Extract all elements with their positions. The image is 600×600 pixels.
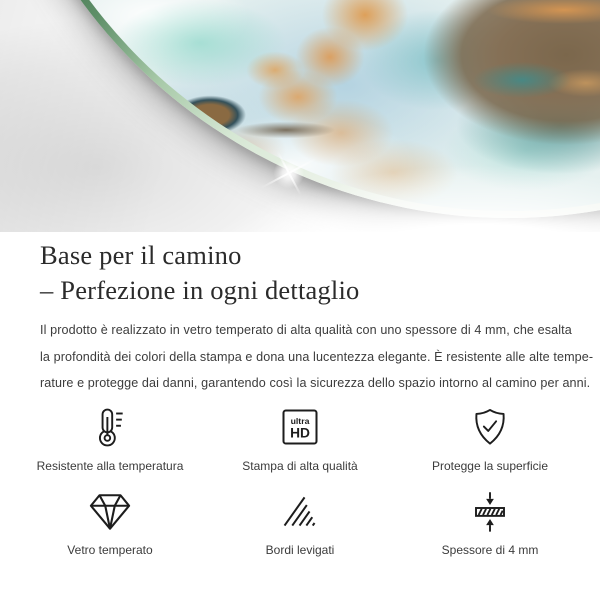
feature-label: Stampa di alta qualità (242, 458, 358, 473)
feature-surface-protection (395, 404, 585, 473)
description-line-3: rature e protegge dai danni, garantendo così la sicurezza dello spazio intorno al camino per anni. (40, 376, 591, 390)
diamond-icon (87, 490, 133, 532)
ultra-hd-icon-text-bottom: HD (290, 425, 310, 441)
feature-temperature (15, 404, 205, 473)
product-text-section (0, 232, 600, 397)
feature-label: Resistente alla temperatura (36, 458, 184, 473)
feature-label: Bordi levigati (265, 542, 335, 557)
title-line-1: Base per il camino (40, 240, 242, 270)
ultra-hd-icon (278, 405, 322, 449)
thickness-icon (469, 488, 511, 535)
description-line-2: la profondità dei colori della stampa e dona una lucentezza elegante. È resistente alle alte tempe- (40, 349, 594, 364)
ultra-hd-icon-text-top: ultra (290, 415, 310, 426)
feature-grid (0, 404, 600, 557)
polished-edges-icon (278, 491, 322, 531)
page-title (40, 238, 562, 308)
feature-print-quality (205, 404, 395, 473)
product-image (0, 0, 600, 232)
product-description (40, 317, 594, 397)
feature-label: Protegge la superficie (431, 458, 549, 473)
description-line-1: Il prodotto è realizzato in vetro temperato di alta qualità con uno spessore di 4 mm, che esalta (40, 323, 572, 337)
feature-tempered-glass (15, 488, 205, 557)
feature-label: Spessore di 4 mm (441, 542, 539, 557)
title-line-2: – Perfezione in ogni dettaglio (40, 275, 360, 305)
thermometer-icon (89, 404, 131, 451)
feature-polished-edges (205, 488, 395, 557)
feature-thickness (395, 488, 585, 557)
feature-label: Vetro temperato (67, 542, 153, 557)
shield-check-icon (469, 404, 511, 450)
